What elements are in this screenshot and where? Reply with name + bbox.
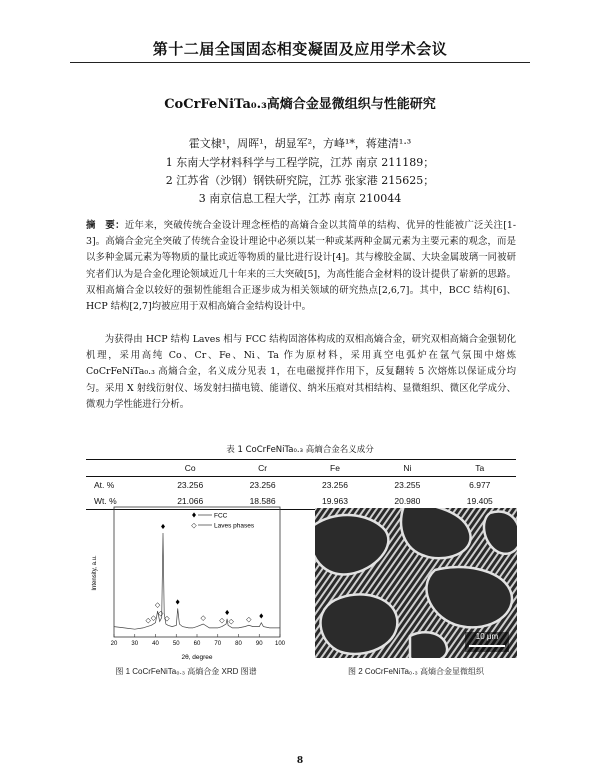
table-header-row <box>86 460 516 477</box>
x-tick-label: 20 <box>110 641 118 647</box>
x-tick-label: 40 <box>152 641 159 647</box>
xrd-series-line <box>114 533 280 629</box>
laves-marker-icon: ◇ <box>191 521 197 530</box>
laves-peak-marker: ◇ <box>200 614 206 622</box>
fcc-peak-marker: ♦ <box>258 612 265 621</box>
table-row-label: At. % <box>94 480 115 490</box>
plot-frame <box>114 507 280 637</box>
legend-laves: Laves phases <box>214 522 255 530</box>
figure2-caption: 图 2 CoCrFeNiTa₀.₃ 高熵合金显微组织 <box>348 667 484 676</box>
laves-peak-marker: ◇ <box>150 614 157 622</box>
laves-peak-marker: ◇ <box>154 601 161 609</box>
page-number: 8 <box>296 756 304 766</box>
table-row-label: Wt. % <box>86 493 154 510</box>
table-header-cell: Co <box>154 460 226 477</box>
affiliation-2: 2 江苏省（沙钢）钢铁研究院，江苏 张家港 215625； <box>165 174 435 187</box>
table-header-cell: Fe <box>299 460 371 477</box>
table-caption: 表 1 CoCrFeNiTa₀.₃ 高熵合金名义成分 <box>226 445 374 455</box>
laves-peak-marker: ◇ <box>228 617 234 626</box>
conference-header: 第十二届全国固态相变凝固及应用学术会议 <box>152 40 448 58</box>
laves-peak-marker: ◇ <box>219 616 225 625</box>
author-list: 霍文棣¹，周晖¹，胡显军²，方峰¹*，蒋建清¹·³ <box>188 137 412 150</box>
x-axis-label: 2θ, degree <box>181 654 213 661</box>
figure1-caption: 图 1 CoCrFeNiTa₀.₃ 高熵合金 XRD 图谱 <box>115 667 257 676</box>
body-paragraph: 为获得由 HCP 结构 Laves 相与 FCC 结构固溶体构成的双相高熵合金，研究双相高熵合金强韧化机理，采用高纯 Co、Cr、Fe、Ni、Ta 作为原材料，采用真空电弧炉在氩气氛围中熔炼 CoCrFeNiTa₀.₃ 高熵合金，名义成分见表 1，在电磁搅拌作用下，反复翻转 5 次熔炼以保证成分均匀。采用 X 射线衍射仪、场发射扫描电镜、能谱仪、纳米压痕对其相结构、显微组织、微区化学成分、微观力学性能进行分析。 <box>86 334 516 410</box>
table-cell: 19.405 <box>444 493 516 510</box>
affiliation-1: 1 东南大学材料科学与工程学院，江苏 南京 211189； <box>165 156 435 169</box>
x-tick-label: 50 <box>172 641 180 647</box>
fcc-peak-marker: ♦ <box>159 523 167 531</box>
table-header-cell: Ni <box>371 460 443 477</box>
x-tick-label: 60 <box>193 641 201 647</box>
table-cell: 23.256 <box>249 480 276 490</box>
table-cell: 23.256 <box>321 480 348 490</box>
x-tick-label: 90 <box>255 641 263 647</box>
legend <box>191 512 255 530</box>
y-axis-label: Intensity, a.u. <box>92 555 98 591</box>
fcc-peak-marker: ♦ <box>223 608 231 617</box>
x-tick-label: 30 <box>131 641 139 647</box>
table-header-cell: Ta <box>444 460 516 477</box>
x-tick-label: 70 <box>214 641 222 647</box>
micrograph-image <box>315 508 517 658</box>
abstract-label: 摘 要： <box>86 220 125 231</box>
laves-peak-marker: ◇ <box>246 615 252 624</box>
table-cell: 23.255 <box>394 480 421 490</box>
table-cell: 20.980 <box>371 493 443 510</box>
laves-peak-marker: ◇ <box>157 609 164 618</box>
affiliation-3: 3 南京信息工程大学，江苏 南京 210044 <box>198 192 402 205</box>
header-rule <box>70 62 530 63</box>
fcc-peak-marker: ♦ <box>174 598 181 607</box>
x-tick-label: 100 <box>274 641 286 647</box>
laves-peak-marker: ◇ <box>164 614 170 623</box>
table-cell: 23.256 <box>177 480 204 490</box>
xrd-chart <box>86 503 286 663</box>
table-header-cell: Cr <box>226 460 298 477</box>
table-cell: 18.586 <box>226 493 298 510</box>
table-cell: 19.963 <box>299 493 371 510</box>
x-axis-ticks <box>111 634 286 647</box>
table-row <box>86 477 516 494</box>
scale-bar-label: 10 μm <box>475 632 499 641</box>
legend-fcc: FCC <box>214 512 228 520</box>
table-cell: 6.977 <box>469 480 491 490</box>
table-cell: 21.066 <box>154 493 226 510</box>
paper-title: CoCrFeNiTa₀.₃高熵合金显微组织与性能研究 <box>164 97 436 112</box>
abstract-text: 近年来，突破传统合金设计理念桎梏的高熵合金以其简单的结构、优异的性能被广泛关注[1-3]。高熵合金完全突破了传统合金设计理论中必须以某一种或某两种金属元素为主要元素的观念，而是以多种金属元素为等物质的量比或近等物质的量比进行设计[4]。其与橡胶金属、大块金属玻璃一同被研究者们认为是合金化理论领域近几十年来的三大突破[5]，为高性能合金材料的设计提供了崭新的思路。双相高熵合金以较好的强韧性能组合正逐步成为相关领域的研究热点[2,6,7]。其中，BCC 结构[6]、HCP 结构[2,7]均被应用于双相高熵合金结构设计中。 <box>86 220 516 313</box>
abstract <box>86 218 516 315</box>
laves-peak-marker: ◇ <box>145 616 151 625</box>
table-header-cell <box>86 460 154 477</box>
x-tick-label: 80 <box>235 641 242 647</box>
fcc-marker-icon: ♦ <box>190 511 198 520</box>
